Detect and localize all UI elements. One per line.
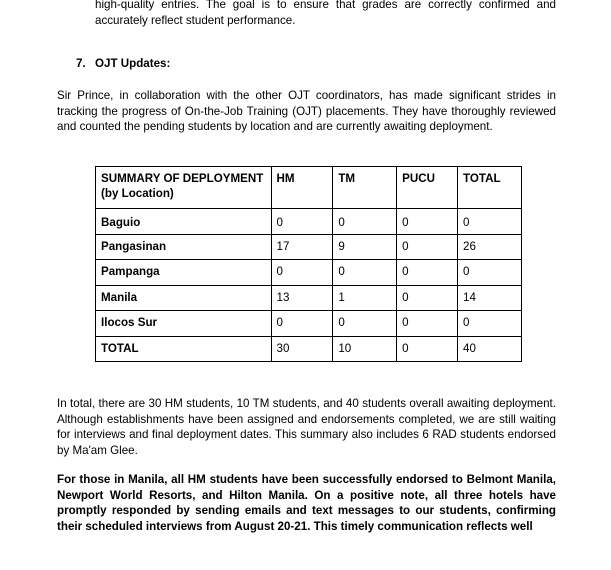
table-row xyxy=(96,209,522,235)
cell-tm: 0 xyxy=(333,311,397,337)
header-location xyxy=(96,167,272,209)
cell-tm: 10 xyxy=(333,336,397,362)
cell-tm: 0 xyxy=(333,209,397,235)
header-location-line1: SUMMARY OF DEPLOYMENT xyxy=(101,172,264,185)
cell-total: 14 xyxy=(458,285,522,311)
section-number: 7. xyxy=(76,57,86,70)
cell-hm: 13 xyxy=(271,285,333,311)
cell-hm: 17 xyxy=(271,234,333,260)
header-tm: TM xyxy=(333,167,397,209)
cell-pucu: 0 xyxy=(397,336,458,362)
cell-pucu: 0 xyxy=(397,234,458,260)
table-row xyxy=(96,234,522,260)
table-header-row xyxy=(96,167,522,209)
table-row xyxy=(96,260,522,286)
section-title: OJT Updates: xyxy=(95,57,171,70)
cell-tm: 9 xyxy=(333,234,397,260)
cell-hm: 30 xyxy=(271,336,333,362)
cell-pucu: 0 xyxy=(397,311,458,337)
cell-location: Manila xyxy=(96,285,272,311)
cell-pucu: 0 xyxy=(397,260,458,286)
cell-total: 0 xyxy=(458,209,522,235)
manila-update-paragraph: For those in Manila, all HM students have been successfully endorsed to Belmont Manila, Newport World Resorts, and Hilton Manila. On a positive note, all three hotels have promptly responded by sending emails and text messages to our students, confirming their scheduled interviews from August 20-21. This timely communication reflects well xyxy=(57,473,556,533)
cell-hm: 0 xyxy=(271,209,333,235)
cell-location: Ilocos Sur xyxy=(96,311,272,337)
cell-location: TOTAL xyxy=(96,336,272,362)
cell-pucu: 0 xyxy=(397,209,458,235)
cell-location: Baguio xyxy=(96,209,272,235)
table-row xyxy=(96,311,522,337)
header-location-line2: (by Location) xyxy=(101,187,174,200)
table-total-row xyxy=(96,336,522,362)
cell-total: 0 xyxy=(458,311,522,337)
cell-tm: 1 xyxy=(333,285,397,311)
ojt-intro-paragraph: Sir Prince, in collaboration with the other OJT coordinators, has made significant strides in tracking the progress of On-the-Job Training (OJT) placements. They have thoroughly reviewed and counted the pending students by location and are currently awaiting deployment. xyxy=(57,89,556,134)
cell-tm: 0 xyxy=(333,260,397,286)
cell-location: Pampanga xyxy=(96,260,272,286)
table-row xyxy=(96,285,522,311)
cell-hm: 0 xyxy=(271,260,333,286)
cell-pucu: 0 xyxy=(397,285,458,311)
deployment-summary-table xyxy=(95,166,522,362)
section-heading xyxy=(76,57,170,70)
totals-summary-paragraph: In total, there are 30 HM students, 10 TM students, and 40 students overall awaiting deployment. Although establishments have been assigned and endorsements completed, we are still waiting for interviews and final deployment dates. This summary also includes 6 RAD students endorsed by Ma'am Glee. xyxy=(57,397,556,457)
intro-paragraph: high-quality entries. The goal is to ensure that grades are correctly confirmed and accurately reflect student performance. xyxy=(95,0,556,27)
header-total: TOTAL xyxy=(458,167,522,209)
header-pucu: PUCU xyxy=(397,167,458,209)
cell-location: Pangasinan xyxy=(96,234,272,260)
cell-hm: 0 xyxy=(271,311,333,337)
cell-total: 40 xyxy=(458,336,522,362)
header-hm: HM xyxy=(271,167,333,209)
cell-total: 26 xyxy=(458,234,522,260)
cell-total: 0 xyxy=(458,260,522,286)
